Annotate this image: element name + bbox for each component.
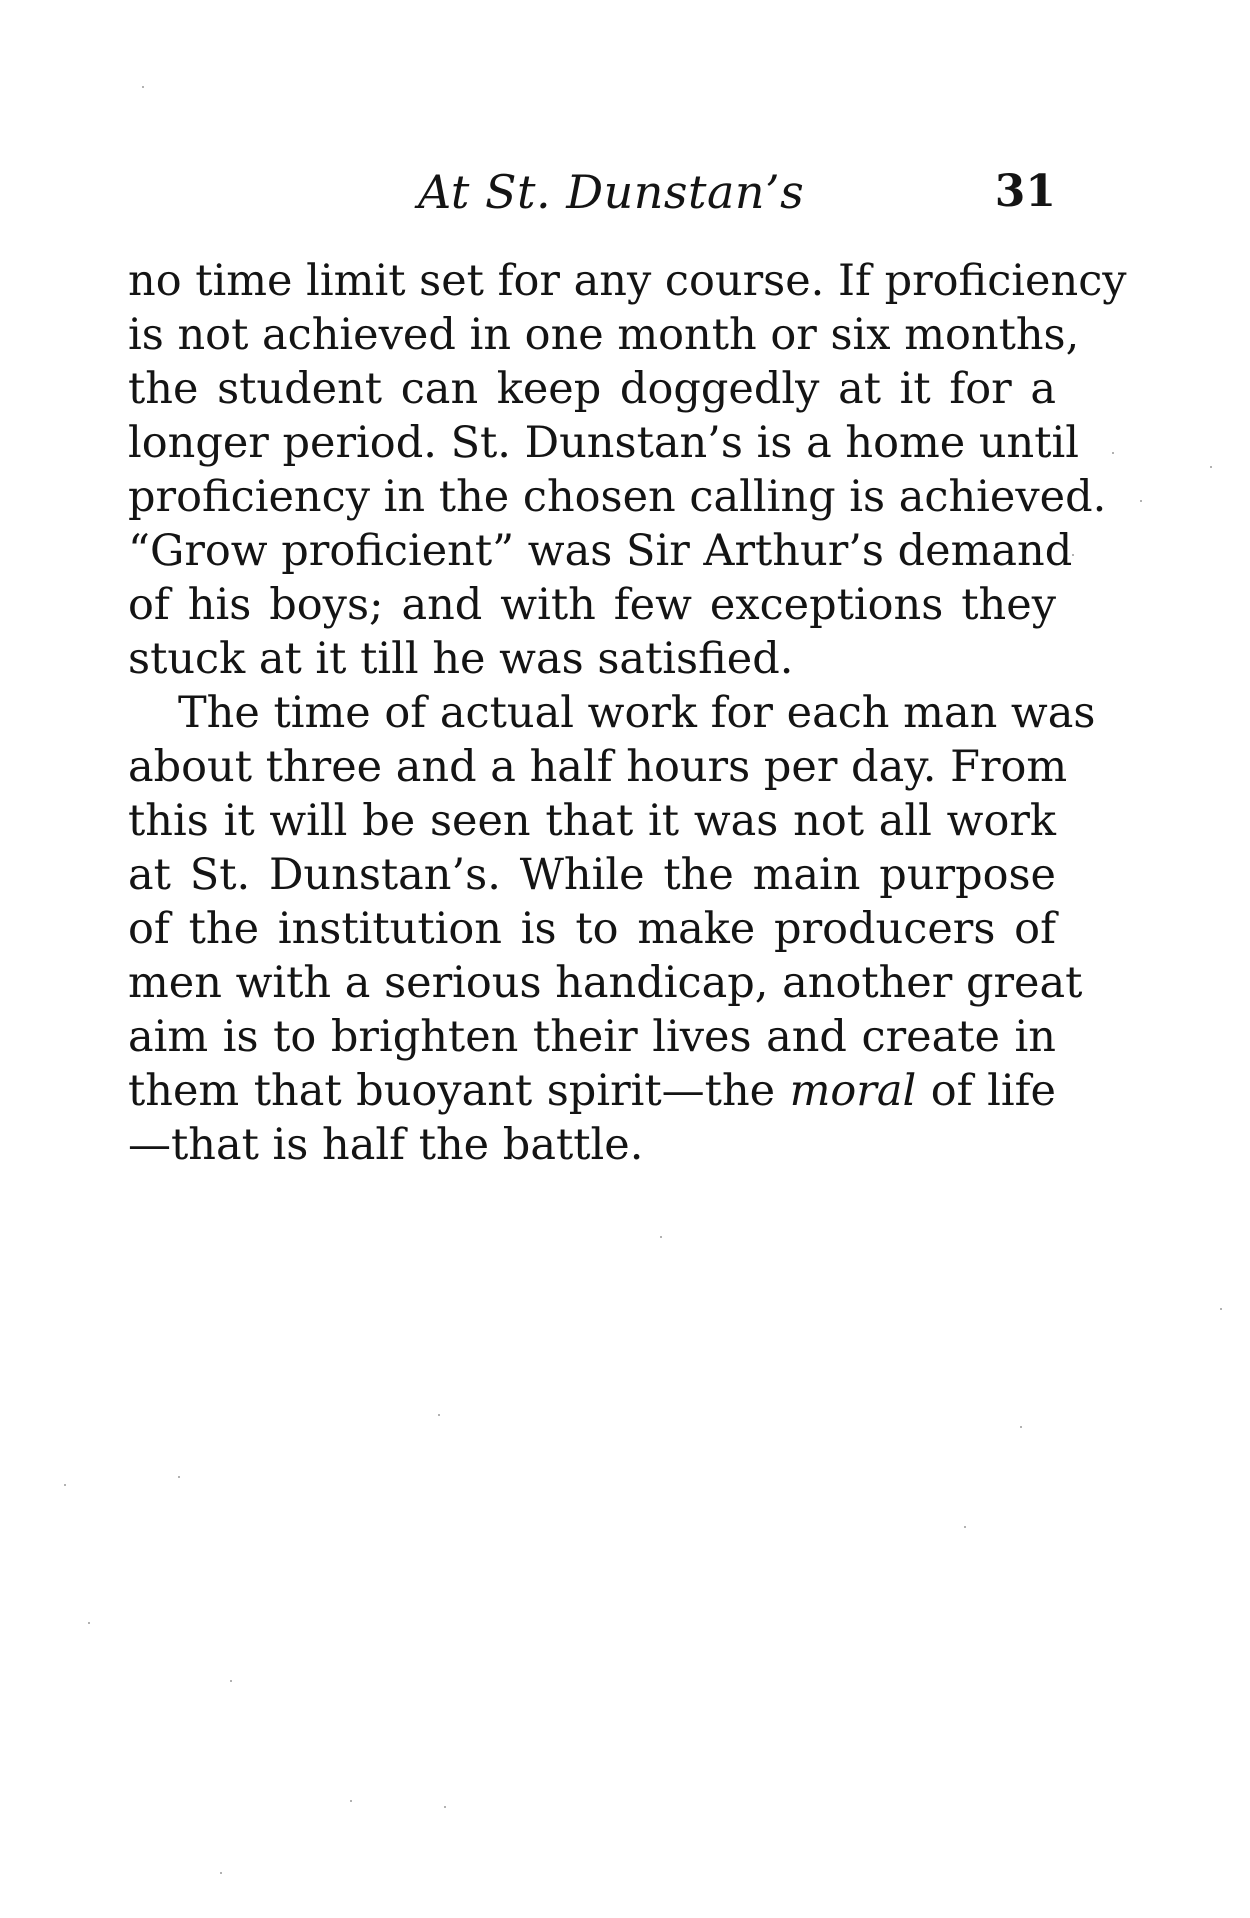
scan-speck <box>964 1526 966 1528</box>
scan-speck <box>350 1800 352 1802</box>
text-line: proficiency in the chosen calling is achieved. <box>128 472 1107 522</box>
scan-speck <box>1112 452 1114 454</box>
text-line: the student can keep doggedly at it for a <box>128 364 1056 414</box>
scan-speck <box>660 1236 662 1238</box>
paragraph-1 <box>128 254 1127 686</box>
scan-speck <box>178 1476 180 1478</box>
text-line: about three and a half hours per day. From <box>128 742 1068 792</box>
scan-speck <box>1220 1308 1222 1310</box>
scan-speck <box>88 1622 90 1624</box>
text-line: at St. Dunstan’s. While the main purpose <box>128 850 1056 900</box>
body-text <box>128 254 1127 1172</box>
text-line-with-emphasis <box>128 1064 1056 1118</box>
scan-speck <box>444 1806 446 1808</box>
text-line: “Grow proficient” was Sir Arthur’s demand <box>128 526 1073 576</box>
text-line: no time limit set for any course. If proficiency <box>128 256 1127 306</box>
text-line: is not achieved in one month or six months, <box>128 310 1080 360</box>
text-line: The time of actual work for each man was <box>178 688 1096 738</box>
text-line: men with a serious handicap, another great <box>128 958 1083 1008</box>
scan-speck <box>438 1414 440 1416</box>
running-head <box>128 162 1056 222</box>
running-title: At St. Dunstan’s <box>418 165 805 219</box>
text-line: this it will be seen that it was not all work <box>128 796 1056 846</box>
scan-speck <box>1140 500 1142 502</box>
text-line: of the institution is to make producers of <box>128 904 1056 954</box>
scan-speck <box>1072 554 1074 556</box>
italic-word: moral <box>789 1066 917 1116</box>
text-line: stuck at it till he was satisfied. <box>128 634 794 684</box>
text-line: longer period. St. Dunstan’s is a home until <box>128 418 1080 468</box>
scan-speck <box>1020 1426 1022 1428</box>
scan-speck <box>220 1872 222 1874</box>
scan-speck <box>64 1484 66 1486</box>
scan-speck <box>142 86 144 88</box>
text-line: aim is to brighten their lives and create in <box>128 1012 1056 1062</box>
page-number: 31 <box>994 166 1056 217</box>
text-line: of his boys; and with few exceptions they <box>128 580 1056 630</box>
text-line: —that is half the battle. <box>128 1120 644 1170</box>
scan-speck <box>230 1680 232 1682</box>
text-fragment: them that buoyant spirit—the <box>128 1066 790 1116</box>
paragraph-2 <box>128 686 1096 1172</box>
scan-speck <box>1210 466 1212 468</box>
text-fragment: of life <box>916 1066 1056 1116</box>
